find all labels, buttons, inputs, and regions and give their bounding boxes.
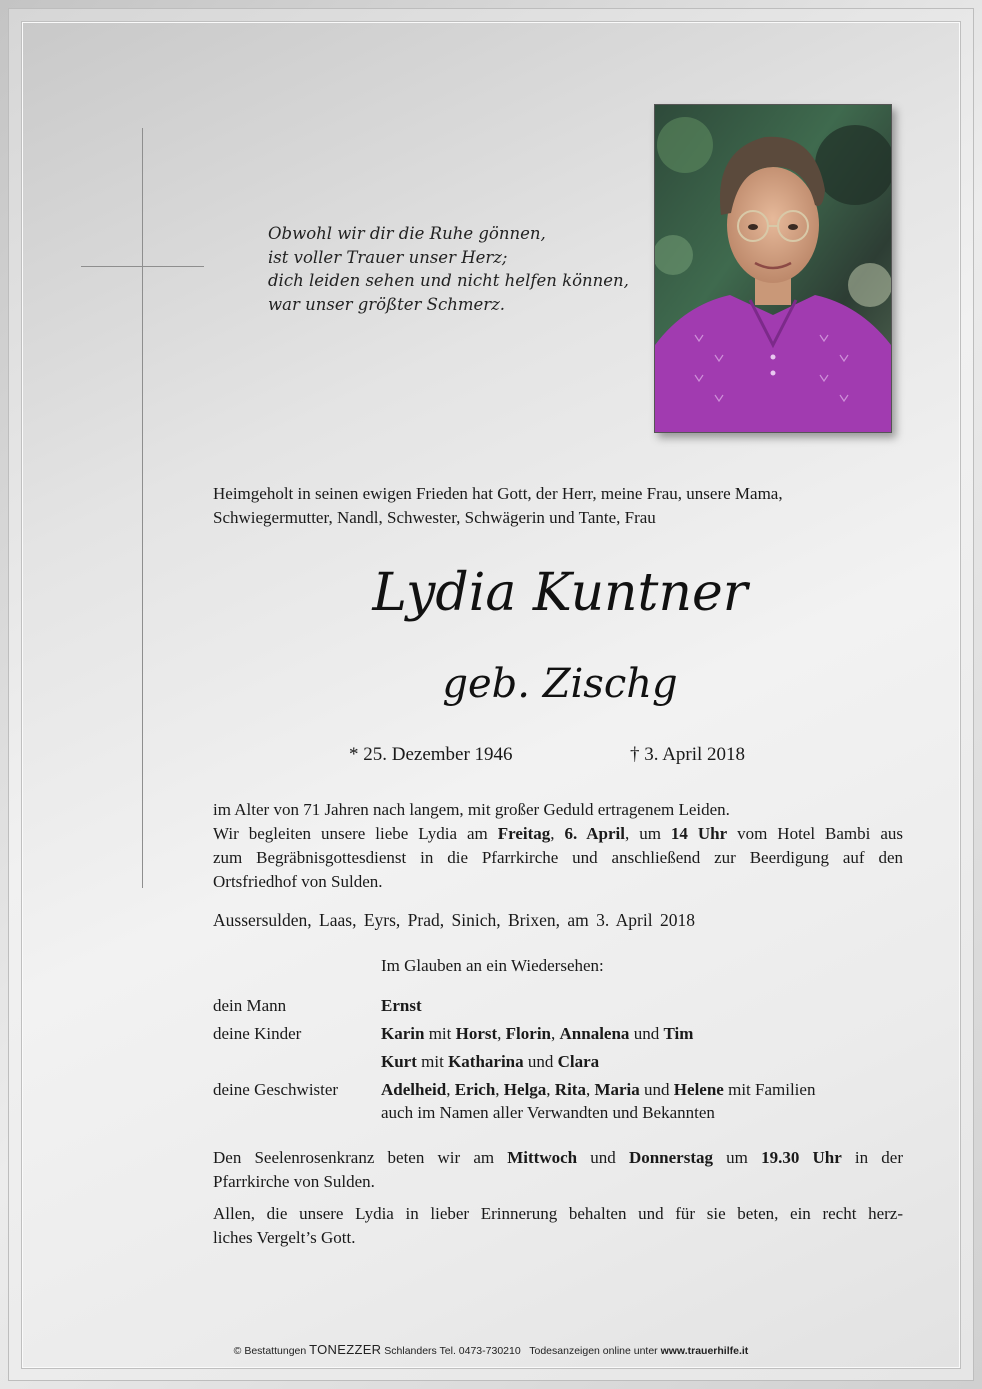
poem-line: war unser größter Schmerz. <box>268 294 506 314</box>
relatives-note: auch im Namen aller Verwandten und Bekannten <box>381 1103 715 1122</box>
relative-children-1: Karin mit Horst, Florin, Annalena und Tim <box>381 1024 694 1043</box>
thanks-paragraph <box>213 1202 903 1250</box>
thanks-line-1: Allen, die unsere Lydia in lieber Erinnerung behalten und für sie beten, ein recht herz- <box>213 1204 903 1223</box>
poem-line: ist voller Trauer unser Herz; <box>268 247 508 267</box>
footer-contact: Schlanders Tel. 0473-730210 Todesanzeigen online unter <box>381 1345 661 1357</box>
intro-text <box>213 482 903 530</box>
funeral-line-2: zum Begräbnisgottesdienst in die Pfarrkirche und anschließend zur Beerdigung auf den <box>213 848 903 867</box>
cross-horizontal <box>81 266 204 267</box>
faith-line: Im Glauben an ein Wiedersehen: <box>381 956 604 975</box>
age-line: im Alter von 71 Jahren nach langem, mit großer Geduld ertragenem Leiden. <box>213 800 730 819</box>
poem-line: Obwohl wir dir die Ruhe gönnen, <box>268 224 546 243</box>
rosary-line-2: Pfarrkirche von Sulden. <box>213 1172 375 1191</box>
maiden-name: geb. Zischg <box>442 661 678 707</box>
thanks-line-2: liches Vergelt’s Gott. <box>213 1228 356 1247</box>
funeral-paragraph <box>213 798 903 894</box>
birth-date: * 25. Dezember 1946 <box>349 744 513 765</box>
cross-vertical <box>142 128 143 888</box>
relative-siblings: Adelheid, Erich, Helga, Rita, Maria und Helene mit Familien <box>381 1080 816 1099</box>
footer <box>0 1342 982 1357</box>
relative-children-2: Kurt mit Katharina und Clara <box>381 1052 600 1071</box>
intro-line: Heimgeholt in seinen ewigen Frieden hat Gott, der Herr, meine Frau, unsere Mama, <box>213 484 783 503</box>
footer-copyright: © Bestattungen <box>233 1345 310 1357</box>
relative-label-siblings: deine Geschwister <box>213 1080 339 1099</box>
relative-label-husband: dein Mann <box>213 996 287 1015</box>
funeral-line-3: Ortsfriedhof von Sulden. <box>213 872 383 891</box>
rosary-paragraph <box>213 1146 903 1194</box>
intro-line: Schwiegermutter, Nandl, Schwester, Schwägerin und Tante, Frau <box>213 508 656 527</box>
death-date: † 3. April 2018 <box>630 744 746 765</box>
deceased-name: Lydia Kuntner <box>372 563 748 623</box>
funeral-line-1: Wir begleiten unsere liebe Lydia am Freitag, 6. April, um 14 Uhr vom Hotel Bambi aus <box>213 824 903 843</box>
relative-husband: Ernst <box>381 996 422 1015</box>
poem <box>268 222 638 316</box>
footer-brand: TONEZZER <box>309 1342 382 1357</box>
relative-label-children: deine Kinder <box>213 1024 302 1043</box>
portrait-illustration <box>655 105 891 432</box>
poem-line: dich leiden sehen und nicht helfen können, <box>268 271 629 290</box>
portrait-photo <box>654 104 892 433</box>
footer-url-link[interactable]: www.trauerhilfe.it <box>660 1345 749 1357</box>
place-date: Aussersulden, Laas, Eyrs, Prad, Sinich, Brixen, am 3. April 2018 <box>213 910 695 930</box>
rosary-line-1: Den Seelenrosenkranz beten wir am Mittwoch und Donnerstag um 19.30 Uhr in der <box>213 1148 903 1167</box>
